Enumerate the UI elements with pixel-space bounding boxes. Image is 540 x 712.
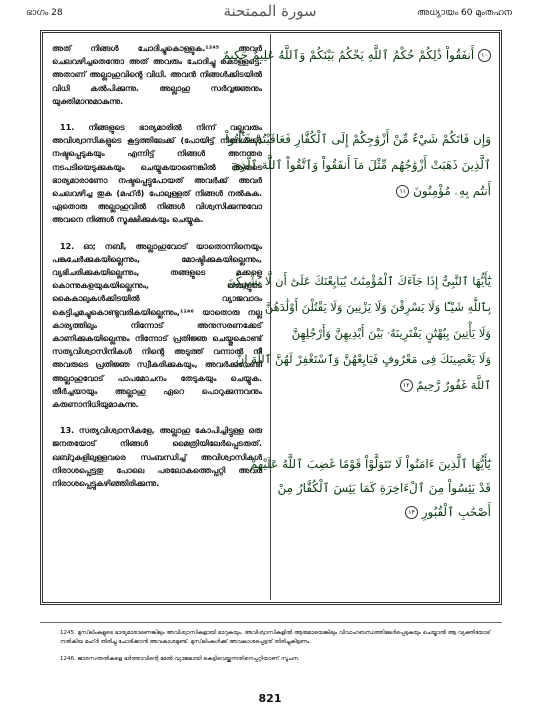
ayah-line: وَإِن فَاتَكُمْ شَيْءٌ مِّنْ أَزْوَٰجِكُمْ إِلَى ٱلْكُفَّارِ فَعَاقَبْتُمْ فَـَٔاتُواْ	[225, 132, 491, 146]
translation-paragraph-11: 11. നിങ്ങളുടെ ഭാര്യമാരിൽ നിന്ന് വല്ലവരും അവിശ്വാസികളുടെ കൂട്ടത്തിലേക്ക് (പോയിട്ട് നിങ്ങൾക്ക്) നഷ്ടപ്പെടുകയും എന്നിട്ട് നിങ്ങൾ അനന്തര നടപടിയെടുക്കുകയും ചെയ്യുകയാണെങ്കിൽ ആരുടെ ഭാര്യമാരാണോ നഷ്ടപ്പെട്ടുപോയത് അവർക്ക് അവർ ചെലവഴിച്ച തുക (മഹ്‌ർ) പോലുള്ളത് നിങ്ങൾ നൽകുക. ഏതൊരു അല്ലാഹുവിൽ നിങ്ങൾ വിശ്വസിക്കുന്നുവോ അവനെ നിങ്ങൾ സൂക്ഷിക്കുകയും ചെയ്യുക.	[52, 123, 262, 225]
ayah-line: بِٱللَّهِ شَيْـًٔا وَلَا يَسْرِقْنَ وَلَا يَزْنِينَ وَلَا يَقْتُلْنَ أَوْلَٰدَهُنَّ	[264, 300, 491, 314]
ayah-line: يَٰٓأَيُّهَا ٱلنَّبِىُّ إِذَا جَآءَكَ ٱلْمُؤْمِنَٰتُ يُبَايِعْنَكَ عَلَىٰٓ أَن لَّا يُشْرِكْنَ	[227, 274, 491, 288]
arabic-ayah-11	[225, 126, 491, 204]
ayah-line: يَٰٓأَيُّهَا ٱلَّذِينَ ءَامَنُواْ لَا تَتَوَلَّوْاْ قَوْمًا غَضِبَ ٱللَّهُ عَلَيْهِمْ	[249, 457, 491, 471]
arabic-ayah-12	[227, 268, 491, 398]
ayah-line: قَدْ يَئِسُواْ مِنَ ٱلْءَاخِرَةِ كَمَا يَئِسَ ٱلْكُفَّارُ مِنْ	[277, 481, 491, 495]
footnote-rule	[40, 622, 502, 623]
ayah-line: وَلَا يَأْتِينَ بِبُهْتَٰنٍ يَفْتَرِينَهُۥ بَيْنَ أَيْدِيهِنَّ وَأَرْجُلِهِنَّ	[291, 326, 491, 340]
header-part: ഭാഗം 28	[26, 8, 63, 18]
footnote-1245: 1245. മുസ്‌ലിംകളുടെ ഭാര്യമാരാണെങ്കിലും അവിശ്വാസികളായി മാറുകയും, അവിശ്വാസികളിൽ ആരുമായെങ്കിലും വിവാഹബന്ധത്തിലേർപ്പെടുകയും ചെയ്താൽ ആ വ്യക്തിയോട് നൽകിയ മഹ്‌ർ തിരിച്ചു ചോദിക്കാൻ അവകാശമുണ്ട്. മുസ്‌ലിംകൾക്ക് അവകാശപ്പെട്ടത് തിരിച്ചുകിട്ടണം.	[60, 630, 491, 645]
translation-paragraph-12: 12. ഓ; നബീ, അല്ലാഹുവോട് യാതൊന്നിനെയും പങ്കുചേർക്കുകയില്ലെന്നും, മോഷ്ടിക്കുകയില്ലെന്നും, വ്യഭിചരിക്കുകയില്ലെന്നും, തങ്ങളുടെ മക്കളെ കൊന്നുകളയുകയില്ലെന്നും, തങ്ങളുടെ കൈകാലുകൾക്കിടയിൽ വ്യാജവാദം കെട്ടിച്ചമച്ചുകൊണ്ടുവരികയില്ലെന്നും,¹²⁴⁶ യാതൊരു നല്ല കാര്യത്തിലും നിന്നോട് അനുസരണക്കേട് കാണിക്കുകയില്ലെന്നും നിന്നോട് പ്രതിജ്ഞ ചെയ്തുകൊണ്ട് സത്യവിശ്വാസിനികൾ നിന്റെ അടുത്ത് വന്നാൽ നീ അവരുടെ പ്രതിജ്ഞ സ്വീകരിക്കുകയും, അവർക്കുവേണ്ടി അല്ലാഹുവോട് പാപമോചനം തേടുകയും ചെയ്യുക. തീർച്ചയായും അല്ലാഹു ഏറെ പൊറുക്കുന്നവനും കരുണാനിധിയുമാകുന്നു.	[52, 241, 262, 410]
ayah-marker-13: ١٣	[405, 506, 418, 519]
surah-title: سورة الممتحنة	[223, 2, 317, 20]
ayah-marker-11: ١١	[396, 185, 409, 198]
translation-paragraph-13: 13. സത്യവിശ്വാസികളേ, അല്ലാഹു കോപിച്ചിട്ടുള്ള ഒരു ജനതയോട് നിങ്ങൾ മൈത്രിയിലേർപ്പെടരുത്. ഖബ്റുകളിലുള്ളവരെ സംബന്ധിച്ച് അവിശ്വാസികൾ നിരാശപ്പെട്ടതു പോലെ പരലോകത്തെപ്പറ്റി അവർ നിരാശപ്പെട്ടുകഴിഞ്ഞിരിക്കുന്നു.	[52, 426, 262, 489]
translation-paragraph-10: അത് നിങ്ങൾ ചോദിച്ചുകൊള്ളുക.¹²⁴⁵ അവർ ചെലവഴിച്ചതെന്തോ അത് അവരും ചോദിച്ചു കൊള്ളട്ടെ. അതാണ് അല്ലാഹുവിന്റെ വിധി. അവൻ നിങ്ങൾക്കിടയിൽ വിധി കൽപിക്കുന്നു. അല്ലാഹു സർവ്വജ്ഞനും യുക്തിമാനുമാകുന്നു.	[52, 44, 262, 106]
ayah-line: أَنتُم بِهِۦ مُؤْمِنُونَ ١١	[279, 178, 491, 204]
footnote-1246: 1246. ജാരസന്തതികളെ ഭർത്താവിന്റെ മേൽ വ്യാജമായി കെട്ടിവെയ്ക്കുന്നതിനെപ്പറ്റിയാണ് സൂചന.	[60, 656, 300, 662]
page-number: 821	[258, 692, 282, 705]
ayah-marker-10: ١٠	[478, 49, 491, 62]
header-chapter: അധ്യായം 60 മുംതഹന	[417, 8, 512, 18]
ayah-line: وَلَا يَعْصِينَكَ فِى مَعْرُوفٍ فَبَايِعْهُنَّ وَٱسْتَغْفِرْ لَهُنَّ ٱللَّهَ إِنَّ	[235, 352, 491, 366]
arabic-ayah-10	[222, 44, 491, 66]
ayah-line: ٱللَّهَ غَفُورٌ رَّحِيمٌ ١٢	[279, 372, 491, 398]
ayah-marker-12: ١٢	[400, 379, 413, 392]
ayah-line: ٱلَّذِينَ ذَهَبَتْ أَزْوَٰجُهُم مِّثْلَ مَآ أَنفَقُواْ وَٱتَّقُواْ ٱللَّهَ ٱلَّذِىٓ	[231, 158, 491, 172]
arabic-ayah-13	[249, 452, 491, 524]
ayah-line: ١٠ أَنفَقُواْ ذَٰلِكُمْ حُكْمُ ٱللَّهِ يَحْكُمُ بَيْنَكُمْ وَٱللَّهُ عَلِيمٌ حَكِيمٌ	[279, 44, 491, 66]
ayah-line: أَصْحَٰبِ ٱلْقُبُورِ ١٣	[279, 500, 491, 524]
